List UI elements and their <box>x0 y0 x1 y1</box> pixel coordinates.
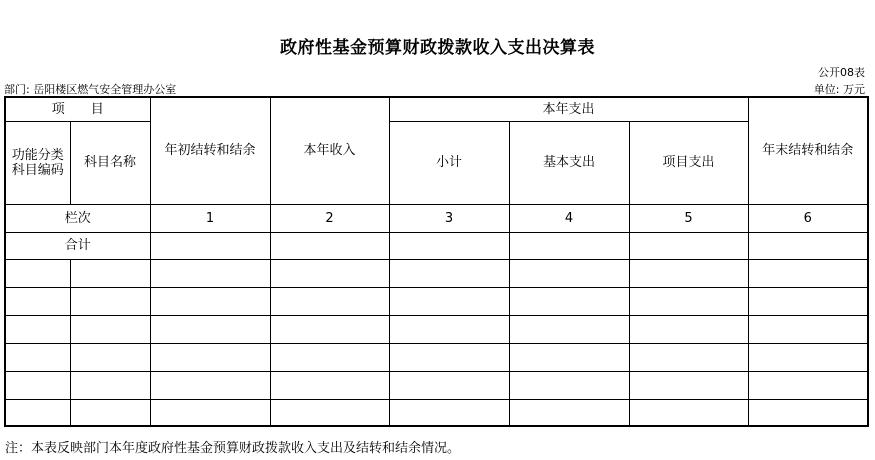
header-subject-name: 科目名称 <box>70 121 150 204</box>
index-col-1: 1 <box>150 204 270 232</box>
index-col-4: 4 <box>509 204 629 232</box>
table-row <box>5 315 868 343</box>
index-row-label: 栏次 <box>5 204 150 232</box>
footnote: 注：本表反映部门本年度政府性基金预算财政拨款收入支出及结转和结余情况。 <box>5 441 461 456</box>
header-func-code: 功能分类科目编码 <box>5 121 70 204</box>
total-row-label: 合计 <box>5 232 150 259</box>
table-cell <box>748 232 868 259</box>
header-opening-balance: 年初结转和结余 <box>150 97 270 204</box>
header-item: 项 目 <box>5 97 150 121</box>
index-col-2: 2 <box>270 204 389 232</box>
header-subtotal: 小计 <box>389 121 509 204</box>
table-row <box>5 343 868 371</box>
budget-table <box>4 96 869 427</box>
report-title: 政府性基金预算财政拨款收入支出决算表 <box>280 38 595 58</box>
header-project: 项目支出 <box>629 121 748 204</box>
header-closing-balance: 年末结转和结余 <box>748 97 868 204</box>
table-cell <box>389 232 509 259</box>
table-row <box>5 287 868 315</box>
table-row <box>5 399 868 426</box>
table-cell <box>629 232 748 259</box>
header-income: 本年收入 <box>270 97 389 204</box>
table-row <box>5 259 868 287</box>
index-col-5: 5 <box>629 204 748 232</box>
index-col-6: 6 <box>748 204 868 232</box>
table-cell <box>270 232 389 259</box>
form-number: 公开08表 <box>818 66 865 79</box>
header-basic: 基本支出 <box>509 121 629 204</box>
table-cell <box>150 232 270 259</box>
header-expenditure: 本年支出 <box>389 97 748 121</box>
department-label: 部门: 岳阳楼区燃气安全管理办公室 <box>4 83 177 96</box>
unit-label: 单位: 万元 <box>813 83 865 96</box>
index-col-3: 3 <box>389 204 509 232</box>
table-cell <box>509 232 629 259</box>
table-row <box>5 371 868 399</box>
